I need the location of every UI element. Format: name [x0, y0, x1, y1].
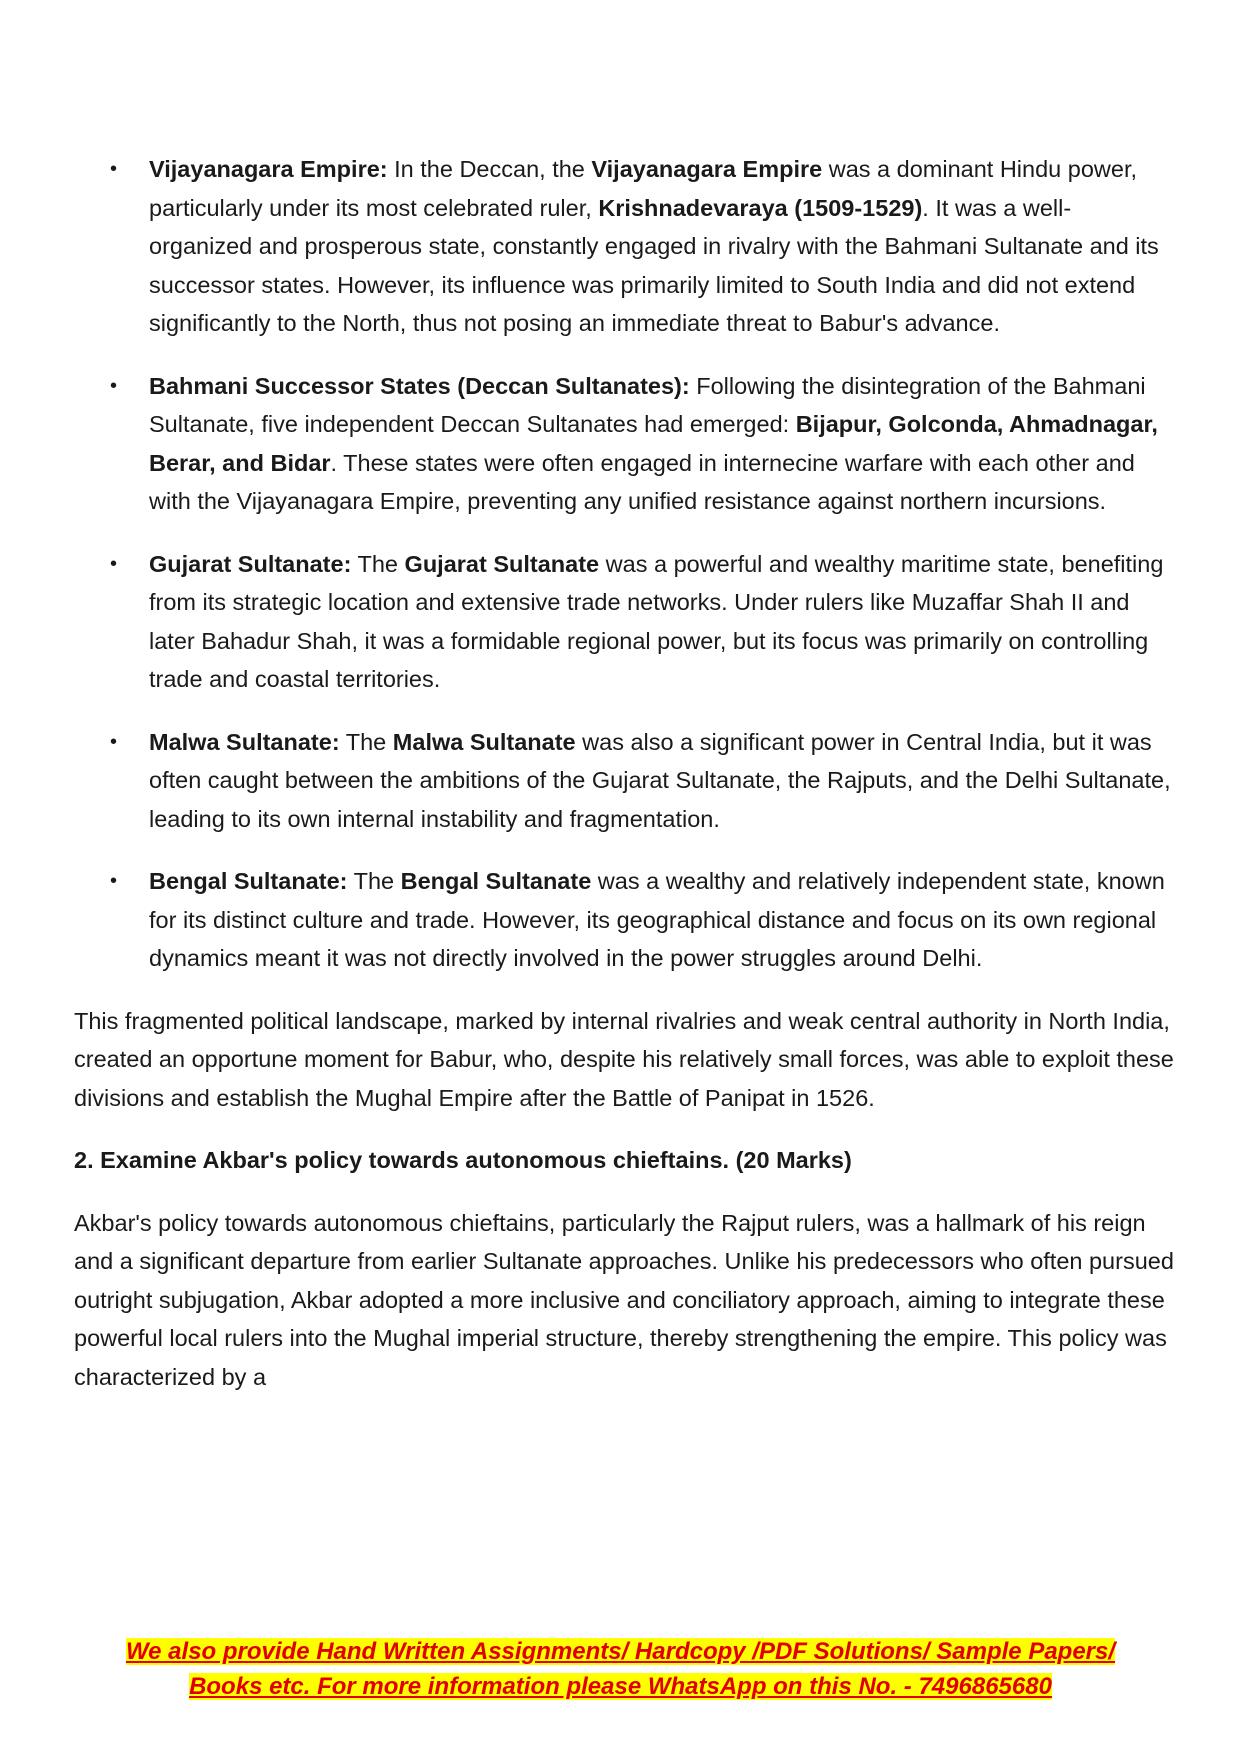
list-item: [74, 862, 1174, 978]
item-text: was a dominant Hindu power, particularly under its most celebrated ruler,: [149, 156, 1138, 221]
item-text: . It was a well-organized and prosperous state, constantly engaged in rivalry with the Bahmani Sultanate and its successor states. However, its influence was primarily limited to South India and did not extend significantly to the North, thus not posing an immediate threat to Babur's advance.: [149, 194, 1159, 336]
bullet-icon: •: [110, 730, 118, 753]
list-item: [74, 723, 1174, 839]
item-heading: Bahmani Successor States (Deccan Sultanates):: [149, 372, 690, 399]
bullet-icon: •: [110, 870, 118, 892]
item-bold-text: Bengal Sultanate: [400, 868, 592, 894]
item-text: was a powerful and wealthy maritime state, benefiting from its strategic location and extensive trade networks. Under rulers like Muzaffar Shah II and later Bahadur Shah, it was a formidable regional power, but its focus was primarily on controlling trade and coastal territories.: [149, 550, 1164, 692]
list-item: [74, 150, 1174, 343]
item-heading: Gujarat Sultanate:: [149, 550, 352, 577]
list-item: [74, 367, 1174, 521]
bullet-icon: •: [110, 158, 118, 180]
item-text: . These states were often engaged in internecine warfare with each other and with the Vijayanagara Empire, preventing any unified resistance against northern incursions.: [149, 449, 1135, 514]
sultanates-list: [74, 150, 1174, 978]
item-text: The: [347, 868, 401, 894]
item-text: The: [351, 550, 405, 577]
item-text: was a wealthy and relatively independent state, known for its distinct culture and trade. However, its geographical distance and focus on its own regional dynamics meant it was not directly involved in the power struggles around Delhi.: [149, 868, 1165, 971]
footer-line-2: Books etc. For more information please WhatsApp on this No. - 7496865680: [189, 1673, 1052, 1700]
conclusion-paragraph: This fragmented political landscape, marked by internal rivalries and weak central authority in North India, created an opportune moment for Babur, who, despite his relatively small forces, was able to exploit these divisions and establish the Mughal Empire after the Battle of Panipat in 1526.: [74, 1007, 1174, 1111]
item-heading: Bengal Sultanate:: [149, 868, 348, 894]
item-bold-text: Vijayanagara Empire: [591, 156, 823, 182]
bullet-icon: •: [110, 374, 118, 397]
promo-footer: [0, 1634, 1241, 1704]
answer-paragraph: Akbar's policy towards autonomous chieftains, particularly the Rajput rulers, was a hallmark of his reign and a significant departure from earlier Sultanate approaches. Unlike his predecessors who often pursued outright subjugation, Akbar adopted a more inclusive and conciliatory approach, aiming to integrate these powerful local rulers into the Mughal imperial structure, thereby strengthening the empire. This policy was characterized by a: [74, 1209, 1174, 1390]
item-bold-text: Krishnadevaraya (1509-1529): [598, 194, 923, 221]
item-text: was also a significant power in Central India, but it was often caught between the ambitions of the Gujarat Sultanate, the Rajputs, and the Delhi Sultanate, leading to its own internal instability and fragmentation.: [149, 728, 1171, 832]
item-text: The: [339, 728, 393, 755]
item-text: Following the disintegration of the Bahmani Sultanate, five independent Deccan Sultanates had emerged:: [149, 372, 1146, 437]
item-heading: Malwa Sultanate:: [149, 728, 340, 755]
question-heading: 2. Examine Akbar's policy towards autonomous chieftains. (20 Marks): [74, 1147, 852, 1173]
item-bold-text: Malwa Sultanate: [392, 728, 576, 755]
item-heading: Vijayanagara Empire:: [149, 156, 388, 182]
item-bold-text: Gujarat Sultanate: [404, 550, 600, 577]
footer-line-1: We also provide Hand Written Assignments/ Hardcopy /PDF Solutions/ Sample Papers/: [125, 1638, 1116, 1665]
page-content: [74, 150, 1174, 1420]
item-bold-text: Bijapur, Golconda, Ahmadnagar, Berar, and Bidar: [149, 411, 1158, 476]
bullet-icon: •: [110, 552, 118, 575]
item-text: In the Deccan, the: [387, 156, 592, 182]
list-item: [74, 545, 1174, 699]
